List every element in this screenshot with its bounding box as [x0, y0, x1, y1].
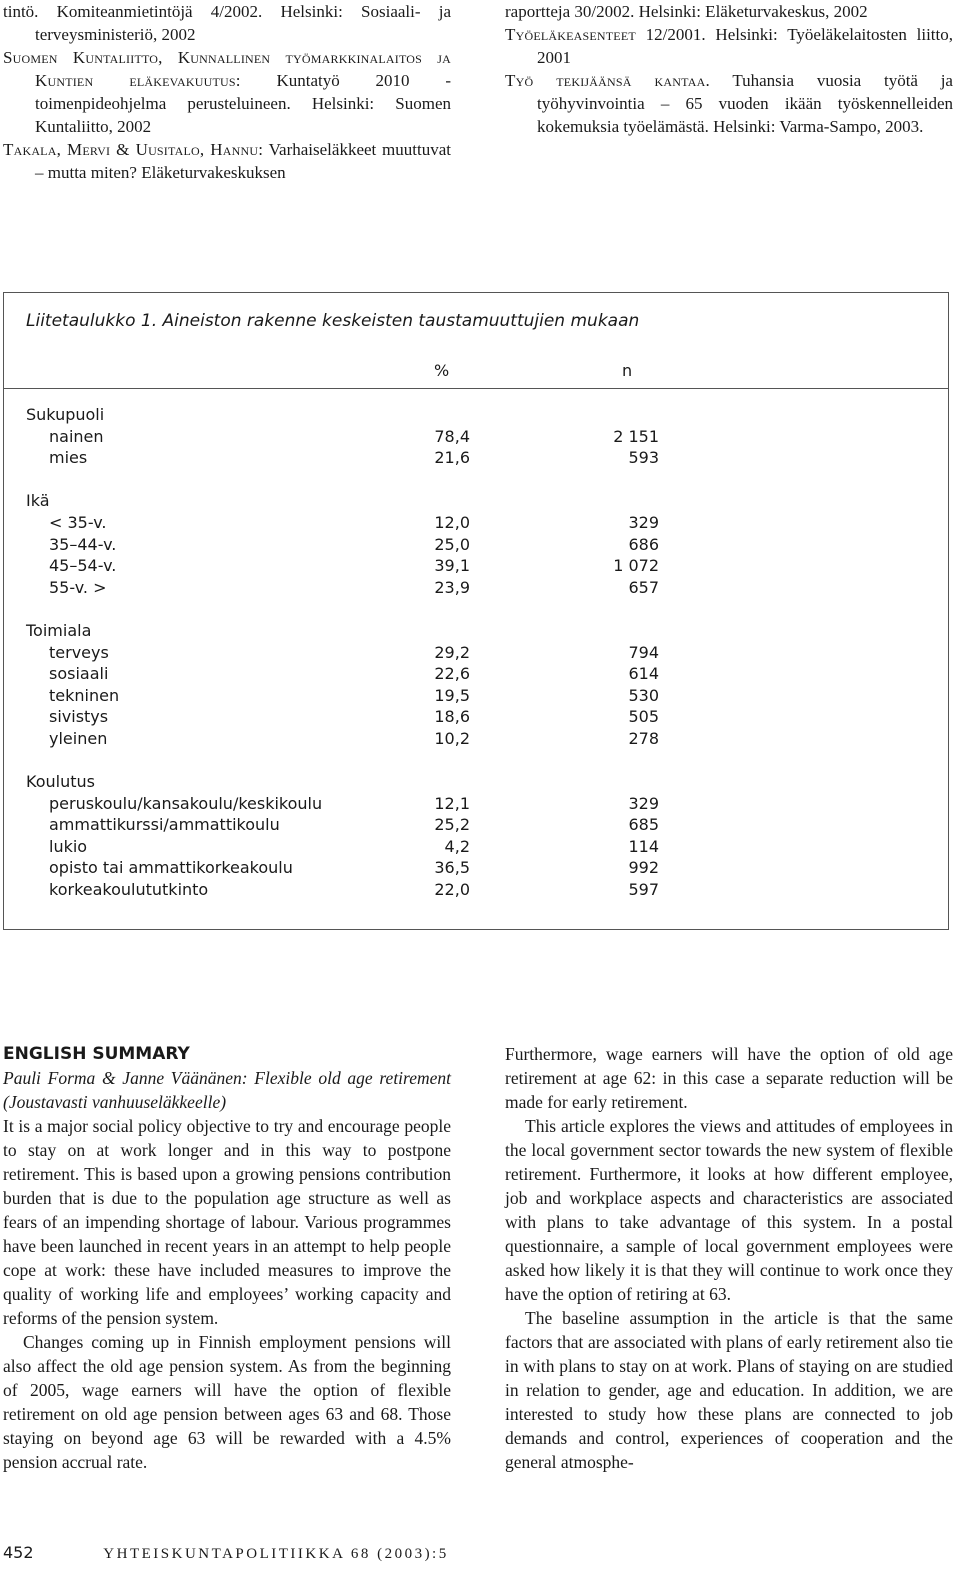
row-percent: 36,5 — [434, 858, 470, 878]
table-row — [26, 685, 926, 707]
table-body — [26, 404, 926, 901]
reference-text: Varhaiseläkkeet muuttuvat – mutta miten? Eläketurvakeskuksen — [35, 140, 451, 182]
reference-entry — [505, 69, 953, 138]
table-row — [26, 706, 926, 728]
row-label: sosiaali — [49, 664, 109, 684]
row-count: 329 — [628, 793, 659, 813]
table-row — [26, 642, 926, 664]
table-row — [26, 728, 926, 750]
row-count: 505 — [628, 707, 659, 727]
row-label: lukio — [49, 836, 88, 856]
summary-left-column — [3, 1042, 451, 1474]
reference-text: Kuntatyö 2010 -toimenpideohjelma perusteluineen. Helsinki: Suomen Kuntaliitto, 2002 — [35, 71, 451, 136]
reference-author: Suomen Kuntaliitto, Kunnallinen työmarkkinalaitos ja Kuntien eläkevakuutus: — [3, 48, 451, 90]
row-percent: 21,6 — [434, 448, 470, 468]
row-label: opisto tai ammattikorkeakoulu — [49, 858, 293, 878]
row-percent: 12,0 — [434, 512, 470, 532]
reference-entry — [3, 0, 451, 46]
reference-entry — [3, 138, 451, 184]
row-label: korkeakoulututkinto — [49, 880, 209, 900]
summary-byline: Pauli Forma & Janne Väänänen: Flexible old age retirement (Joustavasti vanhuuseläkkeelle) — [3, 1068, 451, 1112]
references-left-column — [3, 0, 451, 184]
row-percent: 22,6 — [434, 664, 470, 684]
row-percent: 23,9 — [434, 577, 470, 597]
reference-author: Takala, Mervi & Uusitalo, Hannu: — [3, 140, 264, 159]
summary-paragraph: The baseline assumption in the article is that the same factors that are associated with plans of early retirement also tie in with plans to stay on at work. Plans of staying on are studied in relation to gender, age and education. In addition, we are interested to study how these plans are connected to job demands and control, experiences of cooperation and the general atmosphe- — [505, 1308, 953, 1472]
row-count: 992 — [628, 858, 659, 878]
summary-paragraph: This article explores the views and attitudes of employees in the local government sector towards the new system of flexible retirement. Furthermore, it looks at how different employee, job and workplace aspects and characteristics are associated with plans to take advantage of this system. In a postal questionnaire, a sample of local government employees were asked how likely it is that they will continue to work once they have the option of retiring at 63. — [505, 1116, 953, 1304]
table-row — [26, 534, 926, 556]
table-caption: Liitetaulukko 1. Aineiston rakenne keskeisten taustamuuttujien mukaan — [26, 311, 640, 331]
group-spacer — [26, 750, 926, 772]
table-row — [26, 447, 926, 469]
summary-paragraph: It is a major social policy objective to try and encourage people to stay on at work longer and in this way to postpone retirement. This is based upon a growing pensions contribution burden that is due to the population age structure as well as fears of an impending shortage of labour. Various programmes have been launched in recent years in an attempt to help people cope at work: these have included measures to improve the quality of working life and employees’ working capacity and reforms of the pension system. — [3, 1116, 451, 1328]
reference-entry — [3, 46, 451, 138]
row-label: 35–44-v. — [49, 534, 117, 554]
table-row — [26, 814, 926, 836]
table-row — [26, 512, 926, 534]
row-label: ammattikurssi/ammattikoulu — [49, 815, 280, 835]
summary-paragraph: Furthermore, wage earners will have the option of old age retirement at age 62: in this case a separate reduction will be made for early retirement. — [505, 1044, 953, 1112]
references-right-column — [505, 0, 953, 138]
row-count: 686 — [628, 534, 659, 554]
header-divider — [4, 388, 948, 389]
row-label: mies — [49, 448, 88, 468]
row-label: tekninen — [49, 685, 120, 705]
row-label: < 35-v. — [49, 512, 107, 532]
column-header-percent: % — [434, 361, 450, 380]
reference-text: raportteja 30/2002. Helsinki: Eläketurvakeskus, 2002 — [505, 2, 868, 21]
reference-author: Työeläkeasenteet — [505, 25, 636, 44]
row-count: 278 — [628, 728, 659, 748]
page-footer — [3, 1543, 449, 1563]
summary-left-body — [3, 1114, 451, 1474]
reference-text: tintö. Komiteanmietintöjä 4/2002. Helsinki: Sosiaali- ja terveysministeriö, 2002 — [3, 2, 451, 44]
summary-heading: ENGLISH SUMMARY — [3, 1044, 190, 1064]
table-row — [26, 879, 926, 901]
group-title: Toimiala — [26, 620, 92, 640]
reference-text: Tuhansia vuosia työtä ja työhyvinvointia – 65 vuoden ikään työskennelleiden kokemuksia työelämästä. Helsinki: Varma-Sampo, 2003. — [537, 71, 953, 136]
row-count: 114 — [628, 836, 659, 856]
group-title: Koulutus — [26, 772, 95, 792]
row-label: sivistys — [49, 707, 109, 727]
row-count: 614 — [628, 664, 659, 684]
row-percent: 12,1 — [434, 793, 470, 813]
row-label: nainen — [49, 426, 104, 446]
row-percent: 19,5 — [434, 685, 470, 705]
reference-entry — [505, 0, 953, 23]
row-percent: 25,2 — [434, 815, 470, 835]
row-count: 1 072 — [613, 556, 659, 576]
table-row — [26, 555, 926, 577]
group-spacer — [26, 469, 926, 491]
summary-right-column — [505, 1042, 953, 1474]
row-label: peruskoulu/kansakoulu/keskikoulu — [49, 793, 323, 813]
column-header-n: n — [622, 361, 633, 380]
row-label: yleinen — [49, 728, 108, 748]
table-row — [26, 577, 926, 599]
row-label: terveys — [49, 642, 109, 662]
reference-text: 12/2001. Helsinki: Työeläkelaitosten liitto, 2001 — [537, 25, 953, 67]
row-percent: 18,6 — [434, 707, 470, 727]
row-percent: 25,0 — [434, 534, 470, 554]
row-count: 530 — [628, 685, 659, 705]
group-spacer — [26, 598, 926, 620]
row-percent: 39,1 — [434, 556, 470, 576]
row-count: 329 — [628, 512, 659, 532]
row-percent: 78,4 — [434, 426, 470, 446]
row-percent: 22,0 — [434, 880, 470, 900]
row-count: 2 151 — [613, 426, 659, 446]
row-label: 45–54-v. — [49, 556, 117, 576]
table-row — [26, 857, 926, 879]
table-row — [26, 663, 926, 685]
row-count: 593 — [628, 448, 659, 468]
reference-entry — [505, 23, 953, 69]
row-count: 794 — [628, 642, 659, 662]
table-row — [26, 793, 926, 815]
row-count: 597 — [628, 880, 659, 900]
journal-name: YHTEISKUNTAPOLITIIKKA 68 (2003):5 — [103, 1546, 449, 1562]
reference-author: Työ tekijäänsä kantaa. — [505, 71, 710, 90]
row-count: 685 — [628, 815, 659, 835]
row-percent: 29,2 — [434, 642, 470, 662]
table-row — [26, 426, 926, 448]
row-count: 657 — [628, 577, 659, 597]
summary-paragraph: Changes coming up in Finnish employment pensions will also affect the old age pension system. As from the beginning of 2005, wage earners will have the option of flexible retirement on old age pension between ages 63 and 68. Those staying on beyond age 63 will be rewarded with a 4.5% pension accrual rate. — [3, 1332, 451, 1472]
group-title: Ikä — [26, 491, 50, 511]
appendix-table — [3, 292, 949, 930]
group-title: Sukupuoli — [26, 405, 105, 424]
page-number: 452 — [3, 1543, 34, 1562]
row-percent: 10,2 — [434, 728, 470, 748]
row-percent: 4,2 — [444, 836, 470, 856]
row-label: 55-v. > — [49, 577, 107, 597]
table-row — [26, 836, 926, 858]
